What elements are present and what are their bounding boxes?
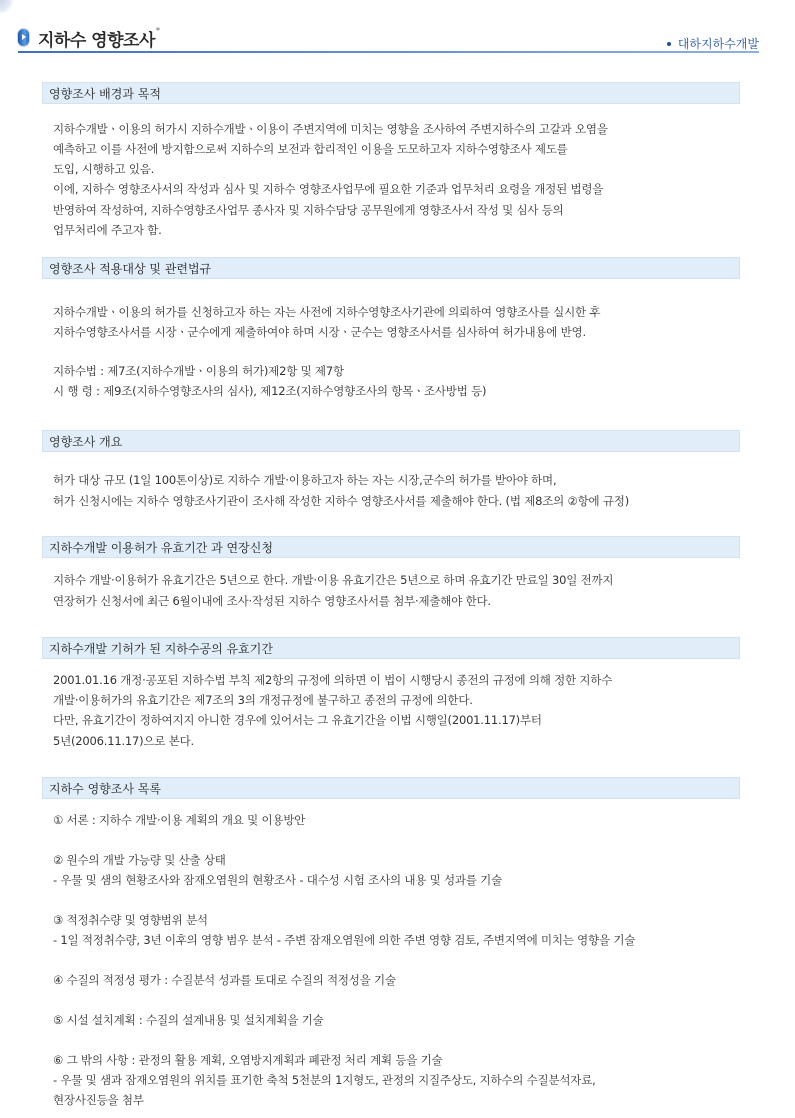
page-header (18, 26, 759, 52)
paragraph-line: 개발·이용허가의 유효기간은 제7조의 3의 개정규정에 불구하고 종전의 규정에 의한다. (53, 693, 473, 707)
section-heading-existing-wells: 지하수개발 기허가 된 지하수공의 유효기간 (42, 637, 740, 659)
section-heading-permit-validity: 지하수개발 이용허가 유효기간 과 연장신청 (42, 536, 740, 558)
paragraph-line: 허가 대상 규모 (1일 100톤이상)로 지하수 개발·이용하고자 하는 자는 시장,군수의 허가를 받아야 하며, (53, 473, 557, 487)
list-item-detail: - 우물 및 샘의 현황조사와 잠재오염원의 현황조사 - 대수성 시험 조사의 내용 및 성과를 기술 (53, 873, 502, 887)
law-reference-line: 시 행 령 : 제9조(지하수영향조사의 심사), 제12조(지하수영향조사의 항목ㆍ조사방법 등) (53, 384, 487, 398)
law-reference-line: 지하수법 : 제7조(지하수개발ㆍ이용의 허가)제2항 및 제7항 (53, 364, 344, 378)
section-heading-overview: 영향조사 개요 (42, 430, 740, 452)
paragraph-line: 예측하고 이를 사전에 방지함으로써 지하수의 보전과 합리적인 이용을 도모하고자 지하수영향조사 제도를 (53, 142, 568, 156)
list-item-detail: - 우물 및 샘과 잠재오염원의 위치를 표기한 축척 5천분의 1지형도, 관정의 지질주상도, 지하수의 수질분석자료, (53, 1073, 596, 1087)
paragraph-line: 도입, 시행하고 있음. (53, 162, 155, 176)
list-item-detail: 현장사진등을 첨부 (53, 1093, 144, 1107)
section-heading-background-purpose: 영향조사 배경과 목적 (42, 82, 740, 104)
breadcrumb-label: 대하지하수개발 (677, 37, 759, 51)
corner-decoration (0, 0, 22, 22)
paragraph-line: 반영하여 작성하여, 지하수영향조사업무 종사자 및 지하수담당 공무원에게 영향조사서 작성 및 심사 등의 (53, 203, 564, 217)
paragraph-line: 5년(2006.11.17)으로 본다. (53, 734, 194, 748)
page-title: 지하수 영향조사* (38, 26, 160, 51)
paragraph-line: 허가 신청시에는 지하수 영향조사기관이 조사해 작성한 지하수 영향조사서를 제출해야 한다. (법 제8조의 ②항에 규정) (53, 494, 629, 508)
list-item: ③ 적정취수량 및 영향범위 분석 (53, 913, 208, 927)
paragraph-line: 2001.01.16 개정·공포된 지하수법 부칙 제2항의 규정에 의하면 이 법이 시행당시 종전의 규정에 의해 정한 지하수 (53, 673, 613, 687)
section-heading-survey-list: 지하수 영향조사 목록 (42, 777, 740, 799)
title-ornament: * (155, 26, 160, 35)
breadcrumb[interactable] (667, 35, 759, 52)
list-item: ⑥ 그 밖의 사항 : 관정의 활용 계획, 오염방지계획과 폐관정 처리 계획 등을 기술 (53, 1053, 443, 1067)
paragraph-line: 업무처리에 주고자 함. (53, 223, 162, 237)
header-divider (18, 51, 759, 53)
paragraph-line: 다만, 유효기간이 정하여지지 아니한 경우에 있어서는 그 유효기간을 이법 시행일(2001.11.17)부터 (53, 713, 542, 727)
paragraph-line: 지하수영향조사서를 시장ㆍ군수에게 제출하여야 하며 시장ㆍ군수는 영향조사서를 심사하여 허가내용에 반영. (53, 325, 586, 339)
list-item-detail: - 1일 적정취수량, 3년 이후의 영향 범우 분석 - 주변 잠재오염원에 의한 주변 영향 검토, 주변지역에 미치는 영향을 기술 (53, 933, 636, 947)
list-item: ① 서론 : 지하수 개발·이용 계획의 개요 및 이용방안 (53, 813, 306, 827)
list-item: ② 원수의 개발 가능량 및 산출 상태 (53, 853, 226, 867)
paragraph-line: 연장허가 신청서에 최근 6월이내에 조사·작성된 지하수 영향조사서를 첨부·제출해야 한다. (53, 594, 491, 608)
paragraph-line: 지하수 개발·이용허가 유효기간은 5년으로 한다. 개발·이용 유효기간은 5년으로 하며 유효기간 만료일 30일 전까지 (53, 573, 614, 587)
play-bullet-icon (18, 29, 29, 46)
paragraph-line: 지하수개발ㆍ이용의 허가시 지하수개발ㆍ이용이 주변지역에 미치는 영향을 조사하여 주변지하수의 고갈과 오염을 (53, 122, 608, 136)
list-item: ⑤ 시설 설치계획 : 수질의 설계내용 및 설치계획을 기술 (53, 1013, 324, 1027)
section-heading-scope-laws: 영향조사 적용대상 및 관련법규 (42, 257, 740, 279)
paragraph-line: 지하수개발ㆍ이용의 허가를 신청하고자 하는 자는 사전에 지하수영향조사기관에 의뢰하여 영향조사를 실시한 후 (53, 305, 601, 319)
list-item: ④ 수질의 적정성 평가 : 수질분석 성과를 토대로 수질의 적정성을 기술 (53, 973, 396, 987)
paragraph-line: 이에, 지하수 영향조사서의 작성과 심사 및 지하수 영향조사업무에 필요한 기준과 업무처리 요령을 개정된 법령을 (53, 182, 604, 196)
bullet-icon (667, 42, 671, 46)
